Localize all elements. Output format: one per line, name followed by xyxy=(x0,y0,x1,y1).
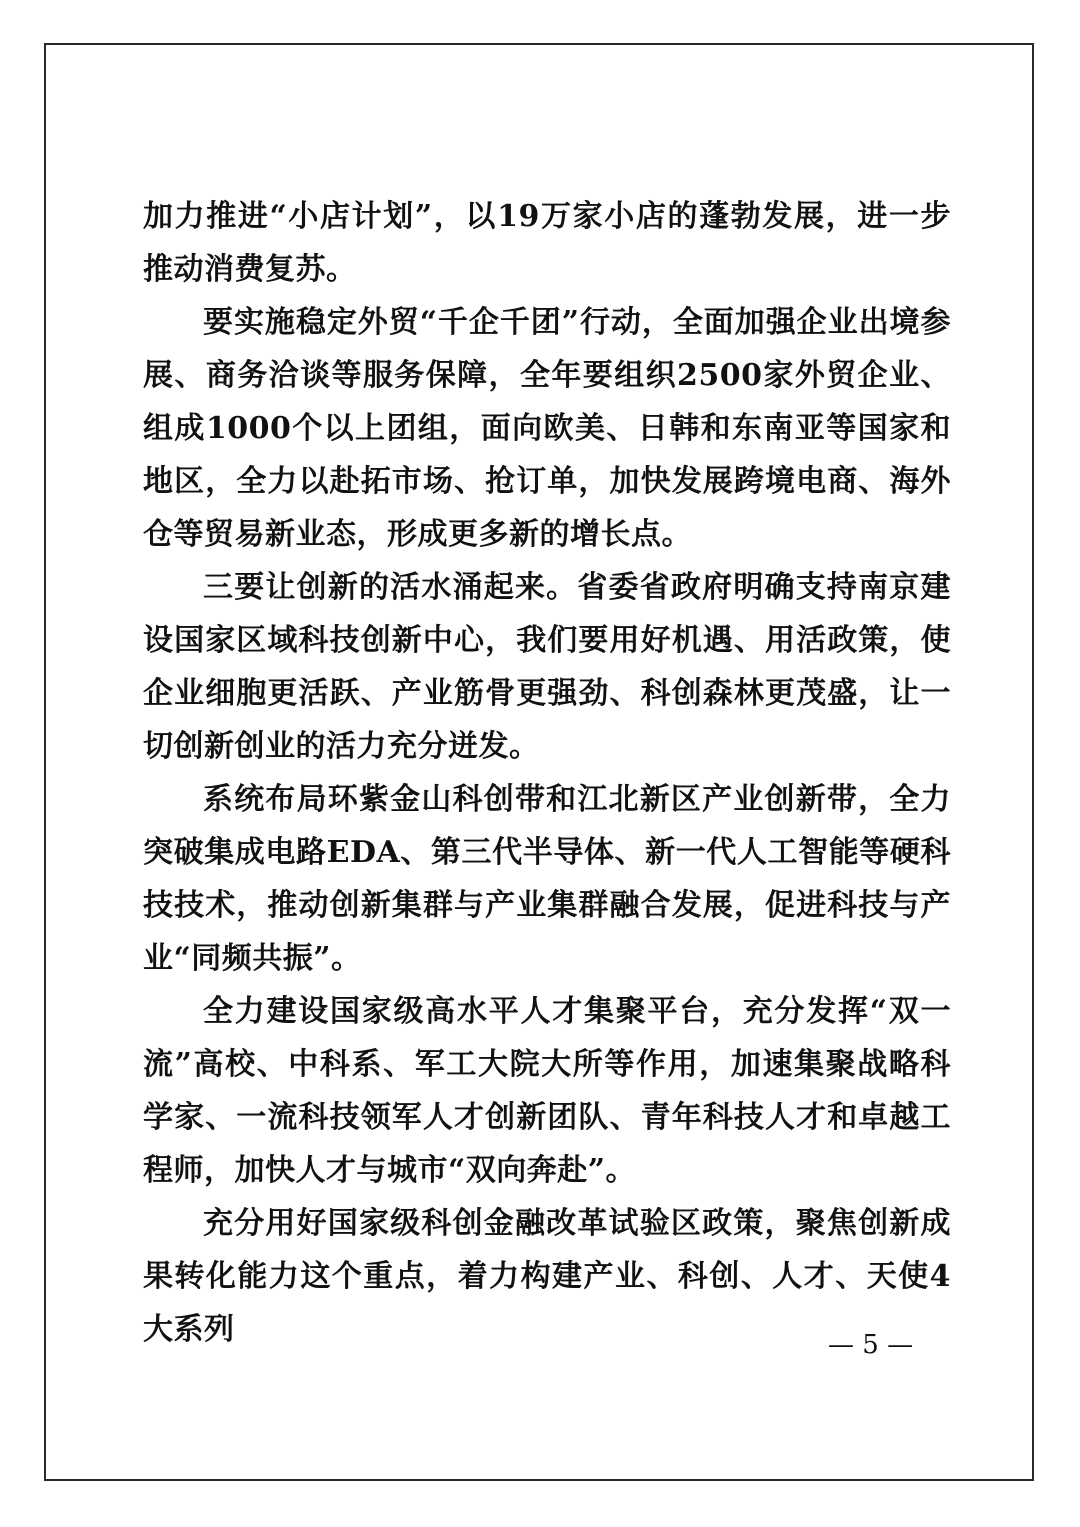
page-number: — 5 — xyxy=(828,1330,914,1360)
paragraph-2: 要实施稳定外贸“千企千团”行动，全面加强企业出境参展、商务洽谈等服务保障，全年要组织2500家外贸企业、组成1000个以上团组，面向欧美、日韩和东南亚等国家和地区，全力以赴拓市场、抢订单，加快发展跨境电商、海外仓等贸易新业态，形成更多新的增长点。 xyxy=(143,305,951,552)
paragraph-6: 充分用好国家级科创金融改革试验区政策，聚焦创新成果转化能力这个重点，着力构建产业、科创、人才、天使4大系列 xyxy=(143,1206,951,1347)
paragraph-3: 三要让创新的活水涌起来。省委省政府明确支持南京建设国家区域科技创新中心，我们要用好机遇、用活政策，使企业细胞更活跃、产业筋骨更强劲、科创森林更茂盛，让一切创新创业的活力充分迸发。 xyxy=(143,570,951,764)
paragraph-5: 全力建设国家级高水平人才集聚平台，充分发挥“双一流”高校、中科系、军工大院大所等作用，加速集聚战略科学家、一流科技领军人才创新团队、青年科技人才和卓越工程师，加快人才与城市“双向奔赴”。 xyxy=(143,994,951,1188)
paragraph-4: 系统布局环紫金山科创带和江北新区产业创新带，全力突破集成电路EDA、第三代半导体、新一代人工智能等硬科技技术，推动创新集群与产业集群融合发展，促进科技与产业“同频共振”。 xyxy=(143,782,951,976)
document-body xyxy=(143,190,951,1356)
paragraph-1: 加力推进“小店计划”，以19万家小店的蓬勃发展，进一步推动消费复苏。 xyxy=(143,199,951,287)
